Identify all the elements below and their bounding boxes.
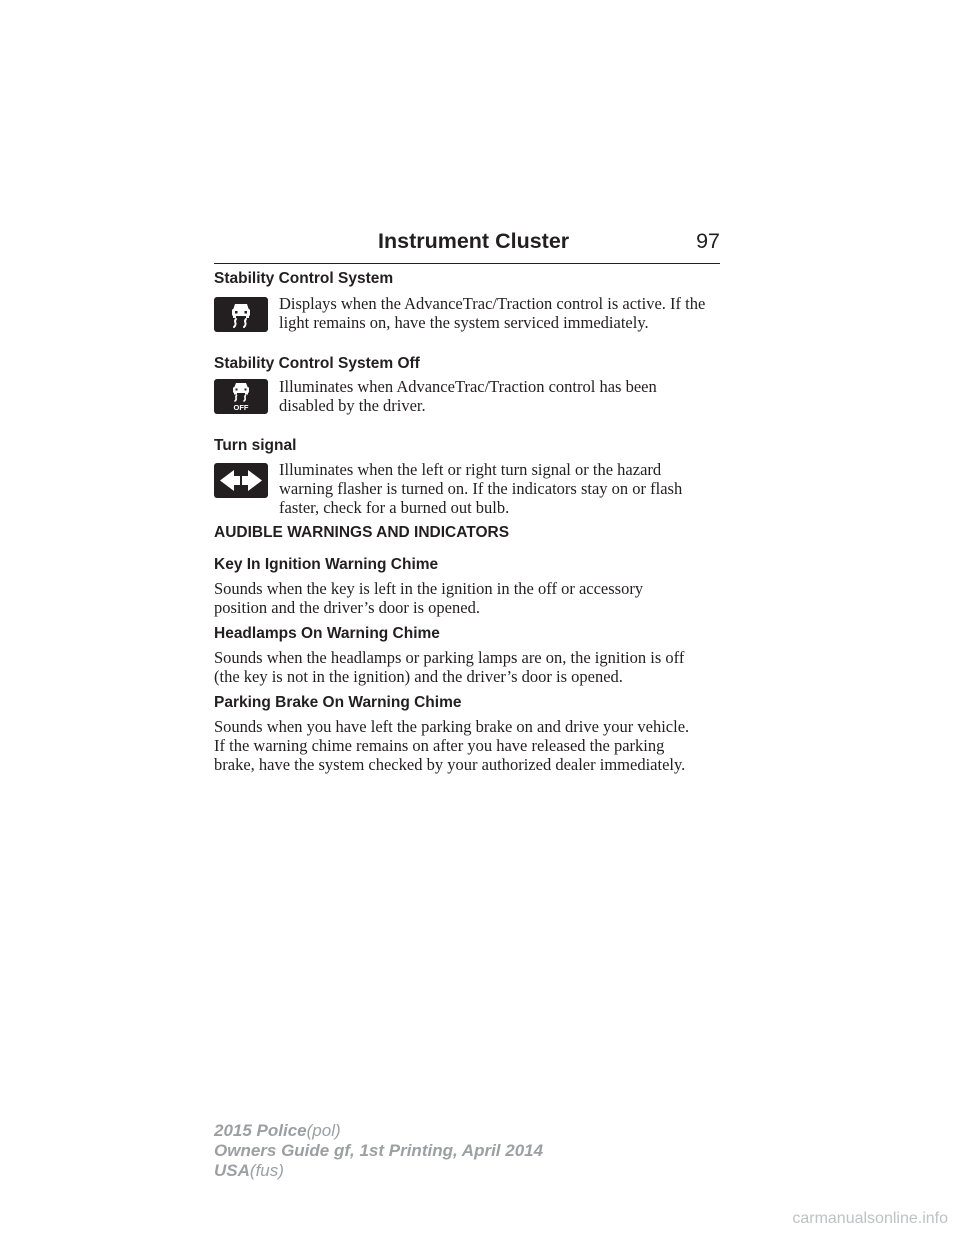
key-chime-heading: Key In Ignition Warning Chime bbox=[214, 556, 439, 573]
key-chime-line-2: position and the driver’s door is opened. bbox=[214, 598, 480, 617]
footer-line-3 bbox=[214, 1161, 284, 1181]
headlamps-chime-line-1: Sounds when the headlamps or parking lamps are on, the ignition is off bbox=[214, 648, 685, 667]
footer-printing: Owners Guide gf, 1st Printing, April 2014 bbox=[214, 1141, 544, 1160]
stability-control-off-heading: Stability Control System Off bbox=[214, 355, 420, 372]
footer-model: 2015 Police bbox=[214, 1121, 307, 1140]
parking-brake-chime-line-3: brake, have the system checked by your authorized dealer immediately. bbox=[214, 755, 686, 774]
key-chime-line-1: Sounds when the key is left in the ignition in the off or accessory bbox=[214, 579, 644, 598]
stability-control-icon bbox=[214, 297, 268, 332]
parking-brake-chime-heading: Parking Brake On Warning Chime bbox=[214, 694, 462, 711]
icon-off-label: OFF bbox=[233, 403, 249, 412]
stability-control-line-2: light remains on, have the system serviced immediately. bbox=[279, 313, 649, 332]
chapter-title: Instrument Cluster bbox=[378, 229, 570, 253]
turn-signal-icon bbox=[214, 463, 268, 498]
footer-market: USA bbox=[214, 1161, 250, 1180]
turn-signal-line-1: Illuminates when the left or right turn signal or the hazard bbox=[279, 460, 662, 479]
watermark: carmanualsonline.info bbox=[792, 1210, 948, 1227]
parking-brake-chime-line-2: If the warning chime remains on after you have released the parking bbox=[214, 736, 665, 755]
headlamps-chime-line-2: (the key is not in the ignition) and the driver’s door is opened. bbox=[214, 667, 623, 686]
headlamps-chime-heading: Headlamps On Warning Chime bbox=[214, 625, 440, 642]
turn-signal-heading: Turn signal bbox=[214, 437, 297, 454]
footer-market-code: (fus) bbox=[249, 1161, 284, 1180]
page-header bbox=[214, 227, 720, 264]
footer-model-code: (pol) bbox=[306, 1121, 341, 1140]
footer-line-2 bbox=[214, 1141, 543, 1161]
section-heading: AUDIBLE WARNINGS AND INDICATORS bbox=[214, 524, 510, 541]
turn-signal-line-3: faster, check for a burned out bulb. bbox=[279, 498, 510, 517]
footer-line-1 bbox=[214, 1121, 341, 1141]
stability-control-heading: Stability Control System bbox=[214, 270, 394, 287]
page-number: 97 bbox=[696, 229, 720, 253]
turn-signal-line-2: warning flasher is turned on. If the indicators stay on or flash bbox=[279, 479, 683, 498]
parking-brake-chime-line-1: Sounds when you have left the parking brake on and drive your vehicle. bbox=[214, 717, 690, 736]
stability-control-line-1: Displays when the AdvanceTrac/Traction control is active. If the bbox=[279, 294, 706, 313]
stability-control-off-line-2: disabled by the driver. bbox=[279, 396, 426, 415]
stability-control-off-icon bbox=[214, 379, 268, 414]
stability-control-off-line-1: Illuminates when AdvanceTrac/Traction control has been bbox=[279, 377, 657, 396]
